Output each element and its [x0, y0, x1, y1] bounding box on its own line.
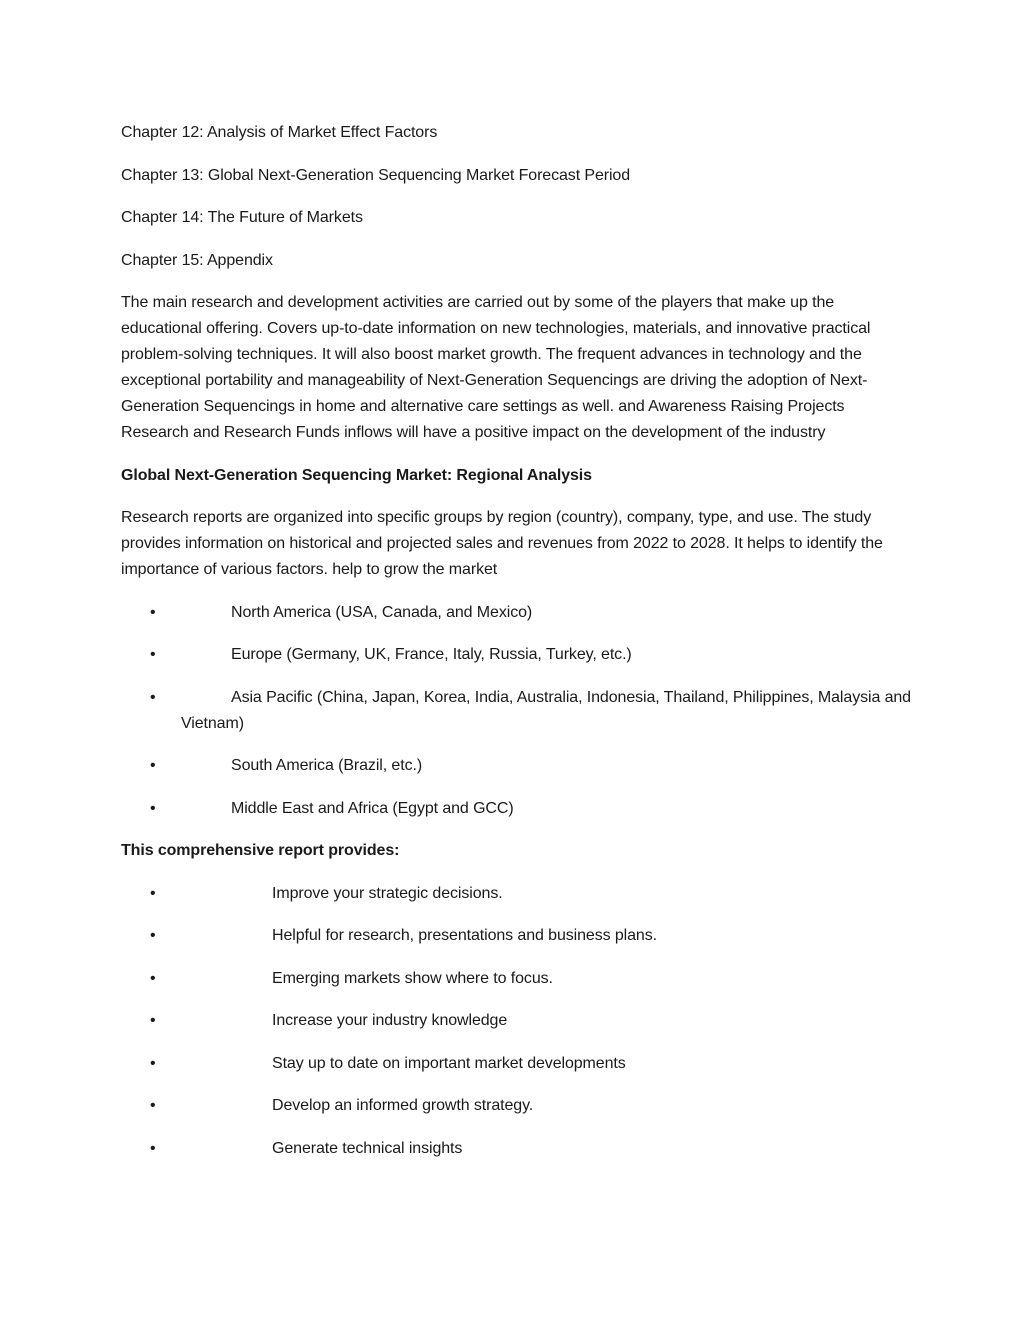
- bullet-icon: •: [150, 757, 156, 774]
- regions-list: [121, 600, 911, 822]
- regional-analysis-heading: Global Next-Generation Sequencing Market: Regional Analysis: [121, 466, 592, 484]
- provides-label: Improve your strategic decisions.: [272, 884, 503, 902]
- region-label: Middle East and Africa (Egypt and GCC): [231, 799, 514, 817]
- bullet-icon: •: [150, 969, 156, 987]
- provides-label: Emerging markets show where to focus.: [272, 969, 553, 987]
- intro-paragraph: The main research and development activities are carried out by some of the players that make up the educational offering. Covers up-to-date information on new technologies, materials, and innovative practical problem-solving techniques. It will also boost market growth. The frequent advances in technology and the exceptional portability and manageability of Next-Generation Sequencings are driving the adoption of Next-Generation Sequencings in home and alternative care settings as well. and Awareness Raising Projects Research and Research Funds inflows will have a positive impact on the development of the industry: [121, 294, 871, 441]
- chapter-15: Chapter 15: Appendix: [121, 251, 273, 269]
- chapter-12: Chapter 12: Analysis of Market Effect Factors: [121, 124, 438, 141]
- list-item: [121, 1093, 911, 1119]
- regional-paragraph: Research reports are organized into specific groups by region (country), company, type, and use. The study provides information on historical and projected sales and revenues from 2022 to 2028. It helps to identify the importance of various factors. help to grow the market: [121, 509, 883, 578]
- report-provides-heading: This comprehensive report provides:: [121, 842, 400, 859]
- region-label: South America (Brazil, etc.): [231, 757, 423, 774]
- list-item: [121, 642, 911, 668]
- provides-label: Develop an informed growth strategy.: [272, 1097, 534, 1114]
- chapter-14: Chapter 14: The Future of Markets: [121, 209, 363, 226]
- list-item: [121, 685, 911, 737]
- chapter-13: Chapter 13: Global Next-Generation Sequencing Market Forecast Period: [121, 166, 631, 184]
- list-item: [121, 881, 911, 907]
- provides-label: Stay up to date on important market developments: [272, 1054, 626, 1072]
- document-page: [121, 120, 911, 1178]
- bullet-icon: •: [150, 1012, 156, 1029]
- bullet-icon: •: [150, 646, 156, 663]
- provides-label: Helpful for research, presentations and business plans.: [272, 927, 657, 944]
- bullet-icon: •: [150, 927, 156, 944]
- list-item: [121, 923, 911, 949]
- list-item: [121, 1008, 911, 1034]
- list-item: [121, 600, 911, 626]
- bullet-icon: •: [150, 1097, 156, 1114]
- list-item: [121, 1136, 911, 1162]
- list-item: [121, 1051, 911, 1077]
- bullet-icon: •: [150, 1054, 156, 1072]
- bullet-icon: •: [150, 688, 156, 706]
- provides-list: [121, 881, 911, 1162]
- bullet-icon: •: [150, 799, 156, 817]
- bullet-icon: •: [150, 603, 156, 621]
- region-label: Asia Pacific (China, Japan, Korea, India, Australia, Indonesia, Thailand, Philippines, Malaysia and Vietnam): [181, 688, 911, 732]
- bullet-icon: •: [150, 884, 156, 902]
- region-label: North America (USA, Canada, and Mexico): [231, 603, 533, 621]
- bullet-icon: •: [150, 1139, 156, 1157]
- provides-label: Increase your industry knowledge: [272, 1012, 508, 1029]
- list-item: [121, 966, 911, 992]
- provides-label: Generate technical insights: [272, 1139, 463, 1157]
- region-label: Europe (Germany, UK, France, Italy, Russia, Turkey, etc.): [231, 646, 632, 663]
- list-item: [121, 796, 911, 822]
- list-item: [121, 753, 911, 779]
